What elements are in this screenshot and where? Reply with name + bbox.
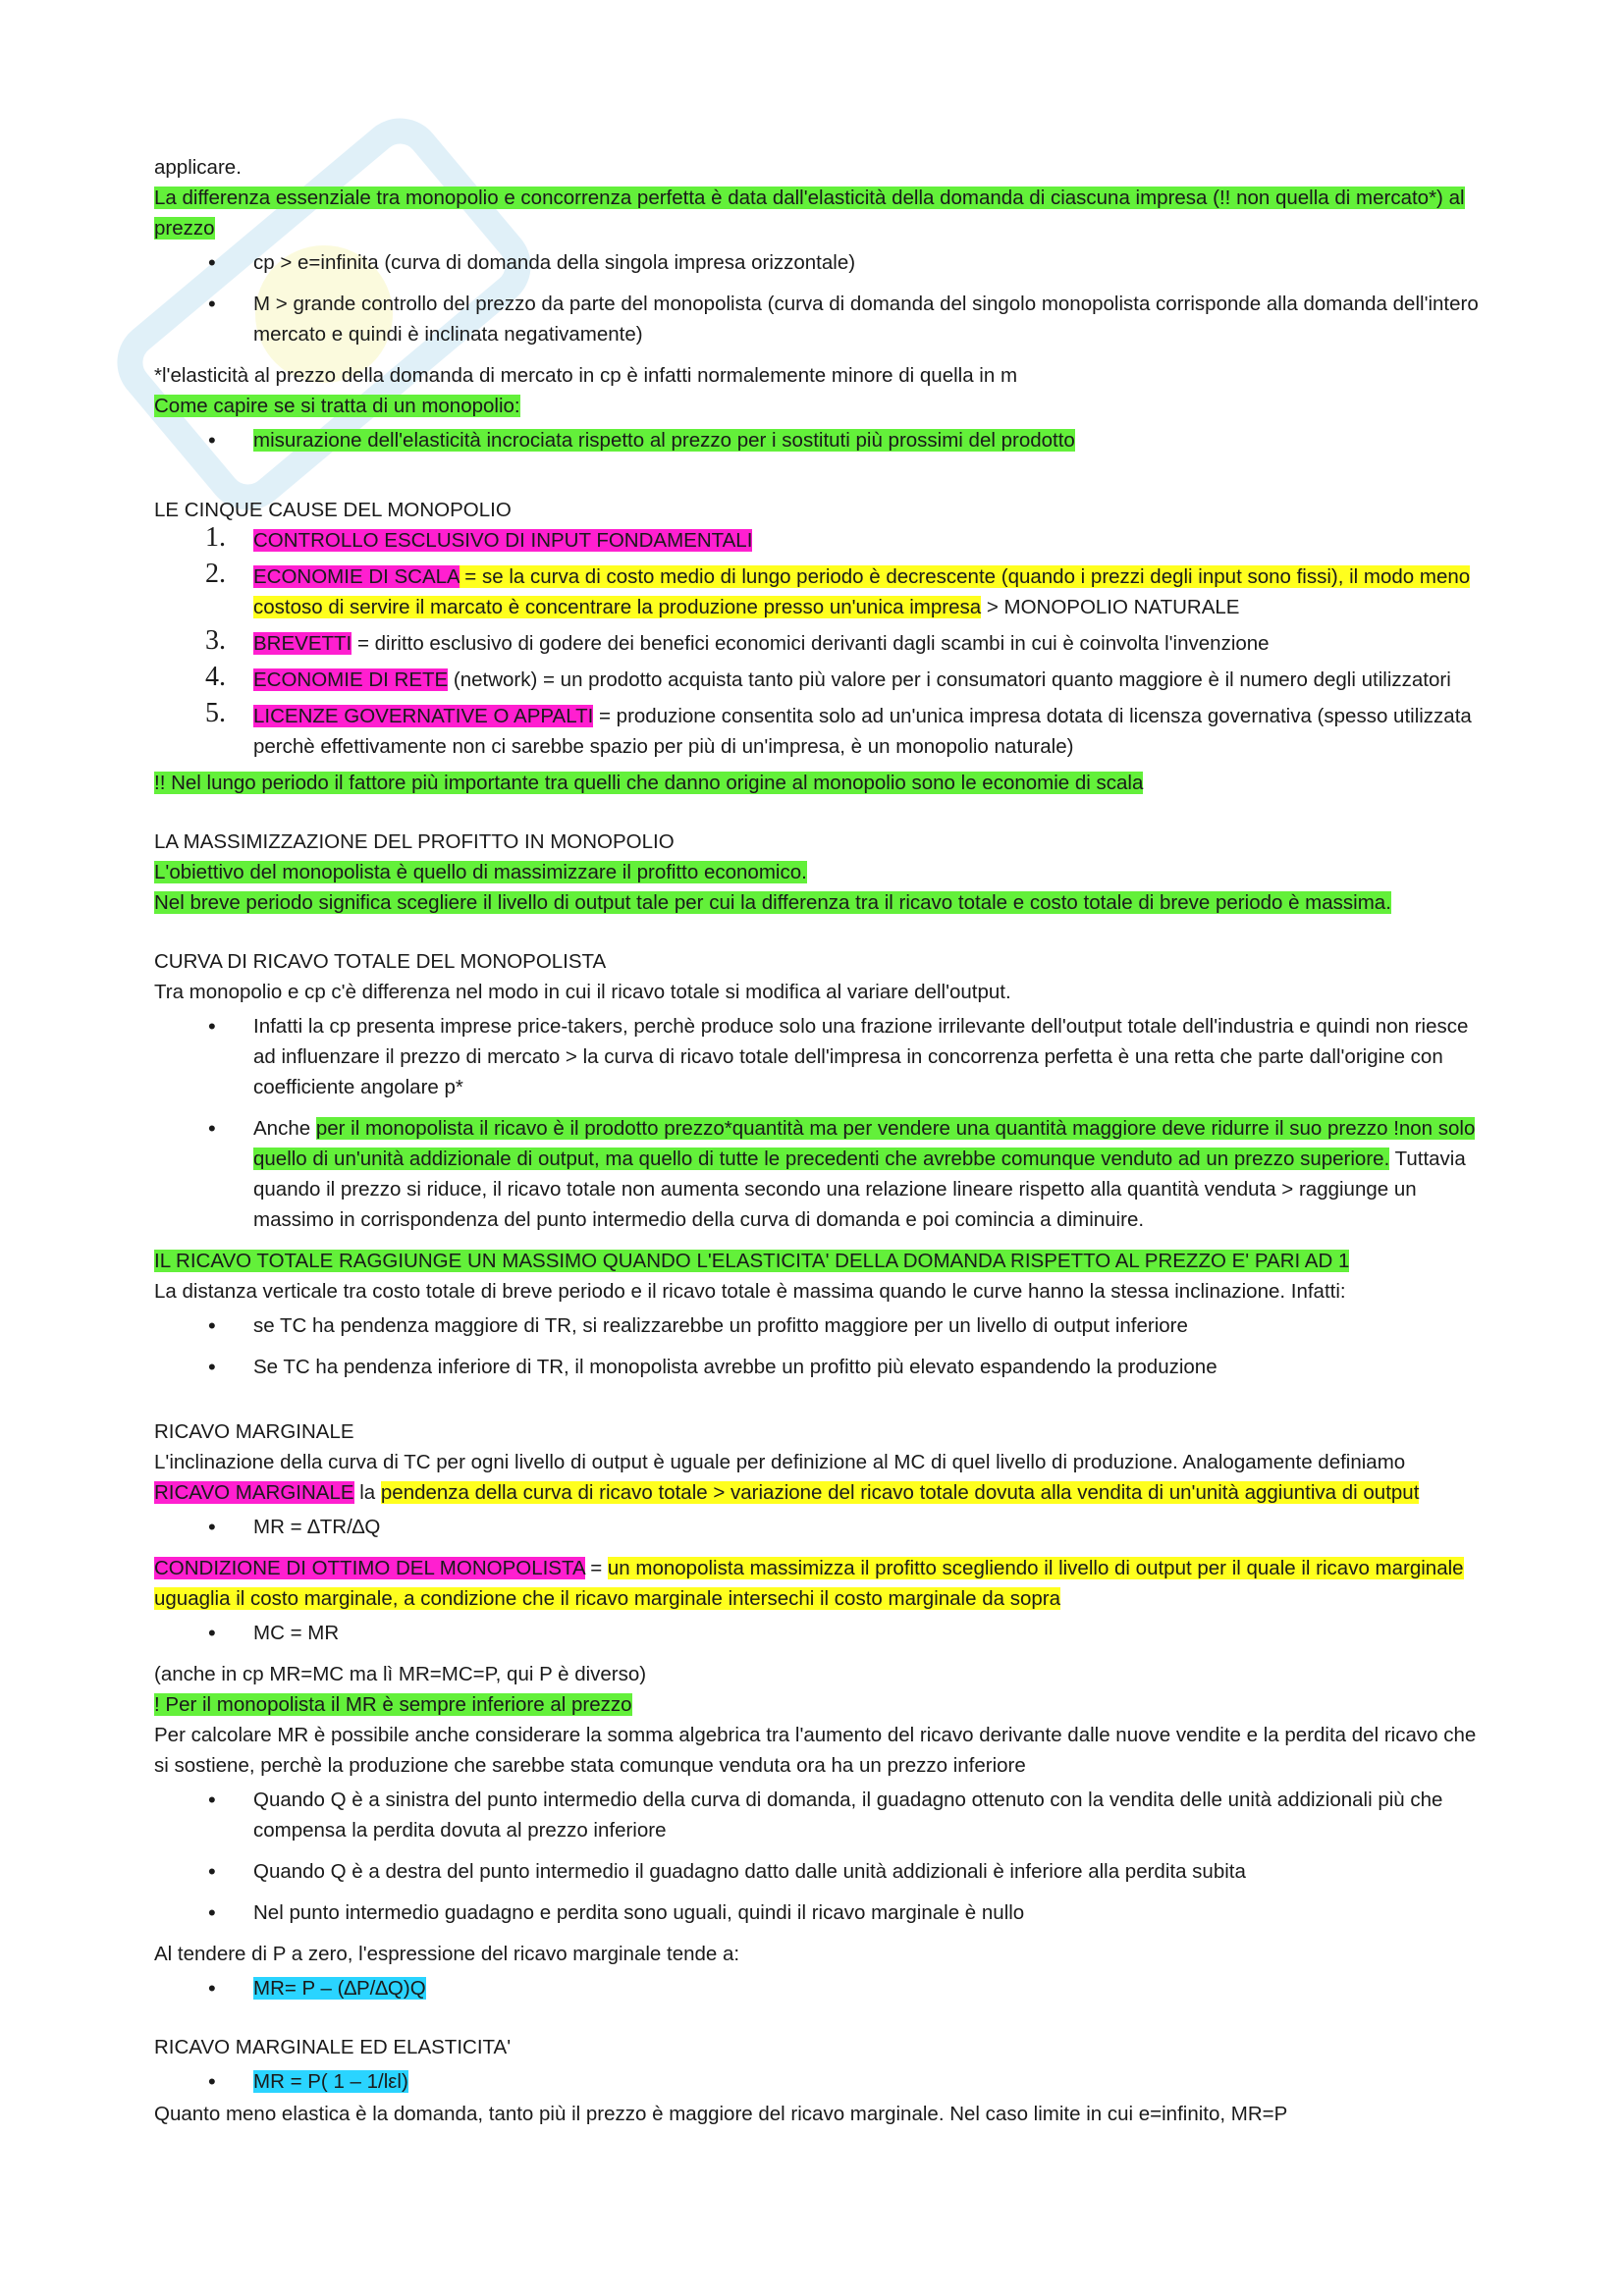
paragraph: IL RICAVO TOTALE RAGGIUNGE UN MASSIMO QUANDO L'ELASTICITA' DELLA DOMANDA RISPETTO AL PREZZO E' PARI AD 1 (154, 1250, 1350, 1272)
list-item: • Nel punto intermedio guadagno e perdita sono uguali, quindi il ricavo marginale è nullo (154, 1897, 1480, 1928)
list-item: 5. LICENZE GOVERNATIVE O APPALTI = produzione consentita solo ad un'unica impresa dotata di licensza governativa (spesso utilizzata perchè effettivamente non ci sarebbe spazio per più di un'impresa, è un monopolio naturale) (205, 698, 1472, 758)
list-item: • misurazione dell'elasticità incrociata rispetto al prezzo per i sostituti più prossimi del prodotto (154, 425, 1480, 455)
section-heading: LE CINQUE CAUSE DEL MONOPOLIO (154, 499, 512, 521)
list-item: • MR = ∆TR/∆Q (154, 1512, 1480, 1542)
paragraph: Quanto meno elastica è la domanda, tanto più il prezzo è maggiore del ricavo marginale. Nel caso limite in cui e=infinito, MR=P (154, 2103, 1288, 2125)
bullet-list (154, 1618, 1480, 1648)
list-item: • MR = P( 1 – 1/lεl) (154, 2066, 1480, 2097)
list-item: • se TC ha pendenza maggiore di TR, si realizzarebbe un profitto maggiore per un livello di output inferiore (154, 1310, 1480, 1341)
bullet-list (154, 1973, 1480, 2003)
bullet-list (154, 247, 1480, 349)
para-how-to-tell: Come capire se si tratta di un monopolio: (154, 395, 520, 417)
paragraph: L'inclinazione della curva di TC per ogni livello di output è uguale per definizione al MC di quel livello di produzione. Analogamente definiamo (154, 1451, 1406, 1473)
bullet-list (154, 425, 1480, 455)
paragraph: Tra monopolio e cp c'è differenza nel modo in cui il ricavo totale si modifica al variare dell'output. (154, 981, 1011, 1003)
section-heading: RICAVO MARGINALE (154, 1420, 354, 1443)
list-item: • Se TC ha pendenza inferiore di TR, il monopolista avrebbe un profitto più elevato espandendo la produzione (154, 1352, 1480, 1382)
list-item: • Quando Q è a sinistra del punto intermedio della curva di domanda, il guadagno ottenuto con la vendita delle unità addizionali più che compensa la perdita dovuta al prezzo inferiore (154, 1785, 1480, 1845)
para-elasticity-difference: La differenza essenziale tra monopolio e concorrenza perfetta è data dall'elasticità della domanda di ciascuna impresa (!! non quella di mercato*) al prezzo (154, 187, 1465, 240)
list-item: 2. ECONOMIE DI SCALA = se la curva di costo medio di lungo periodo è decrescente (quando i prezzi degli input sono fissi), il modo meno costoso di servire il marcato è concentrare la produzione presso un'unica impresa > MONOPOLIO NATURALE (205, 559, 1471, 618)
document-body (154, 152, 1480, 2129)
paragraph: CONDIZIONE DI OTTIMO DEL MONOPOLISTA = un monopolista massimizza il profitto scegliendo il livello di output per il quale il ricavo marginale uguaglia il costo marginale, a condizione che il ricavo marginale intersechi il costo marginale da sopra (154, 1557, 1464, 1610)
bullet-list (154, 1011, 1480, 1235)
paragraph: (anche in cp MR=MC ma lì MR=MC=P, qui P è diverso) (154, 1663, 647, 1685)
list-item: • Quando Q è a destra del punto intermedio il guadagno datto dalle unità addizionali è inferiore alla perdita subita (154, 1856, 1480, 1887)
list-item: 1. CONTROLLO ESCLUSIVO DI INPUT FONDAMENTALI (205, 522, 753, 553)
paragraph: Nel breve periodo significa scegliere il livello di output tale per cui la differenza tra il ricavo totale e costo totale di breve periodo è massima. (154, 891, 1391, 914)
paragraph: Per calcolare MR è possibile anche considerare la somma algebrica tra l'aumento del ricavo derivante dalle nuove vendite e la perdita del ricavo che si sostiene, perchè la produzione che sarebbe stata comunque venduta ora ha un prezzo inferiore (154, 1724, 1477, 1777)
bullet-list (154, 1310, 1480, 1382)
section-heading: RICAVO MARGINALE ED ELASTICITA' (154, 2036, 512, 2058)
paragraph: La distanza verticale tra costo totale di breve periodo e il ricavo totale è massima quando le curve hanno la stessa inclinazione. Infatti: (154, 1280, 1346, 1303)
list-item: • M > grande controllo del prezzo da parte del monopolista (curva di domanda del singolo monopolista corrisponde alla domanda dell'intero mercato e quindi è inclinata negativamente) (154, 289, 1480, 349)
footnote: *l'elasticità al prezzo della domanda di mercato in cp è infatti normalemente minore di quella in m (154, 364, 1018, 387)
section-heading: LA MASSIMIZZAZIONE DEL PROFITTO IN MONOPOLIO (154, 830, 675, 853)
list-item: • Infatti la cp presenta imprese price-takers, perchè produce solo una frazione irrilevante dell'output totale dell'industria e quindi non riesce ad influenzare il prezzo di mercato > la curva di ricavo totale dell'impresa in concorrenza perfetta è una retta che parte dall'origine con coefficiente angolare p* (154, 1011, 1480, 1102)
bullet-list (154, 1785, 1480, 1928)
bullet-list (154, 2066, 1480, 2097)
causes-list (154, 522, 1480, 762)
note: !! Nel lungo periodo il fattore più importante tra quelli che danno origine al monopolio sono le economie di scala (154, 772, 1144, 794)
paragraph: ! Per il monopolista il MR è sempre inferiore al prezzo (154, 1693, 632, 1716)
bullet-list (154, 1512, 1480, 1542)
list-item: • MR= P – (∆P/∆Q)Q (154, 1973, 1480, 2003)
paragraph: RICAVO MARGINALE la pendenza della curva di ricavo totale > variazione del ricavo totale dovuta alla vendita di un'unità aggiuntiva di output (154, 1481, 1420, 1504)
list-item: • MC = MR (154, 1618, 1480, 1648)
list-item: • cp > e=infinita (curva di domanda della singola impresa orizzontale) (154, 247, 1480, 278)
paragraph: L'obiettivo del monopolista è quello di massimizzare il profitto economico. (154, 861, 807, 883)
section-heading: CURVA DI RICAVO TOTALE DEL MONOPOLISTA (154, 950, 607, 973)
list-item: 3. BREVETTI = diritto esclusivo di godere dei benefici economici derivanti dagli scambi in cui è coinvolta l'invenzione (205, 625, 1270, 656)
list-item: • Anche per il monopolista il ricavo è il prodotto prezzo*quantità ma per vendere una quantità maggiore deve ridurre il suo prezzo !non solo quello di un'unità addizionale di output, ma quello di tutte le precedenti che avrebbe comunque venduto ad un prezzo superiore. Tuttavia quando il prezzo si riduce, il ricavo totale non aumenta secondo una relazione lineare rispetto alla quantità venduta > raggiunge un massimo in corrispondenza del punto intermedio della curva di domanda e poi comincia a diminuire. (154, 1113, 1480, 1235)
paragraph: Al tendere di P a zero, l'espressione del ricavo marginale tende a: (154, 1943, 740, 1965)
para-applicare: applicare. (154, 156, 242, 179)
list-item: 4. ECONOMIE DI RETE (network) = un prodotto acquista tanto più valore per i consumatori quanto maggiore è il numero degli utilizzatori (205, 662, 1451, 692)
